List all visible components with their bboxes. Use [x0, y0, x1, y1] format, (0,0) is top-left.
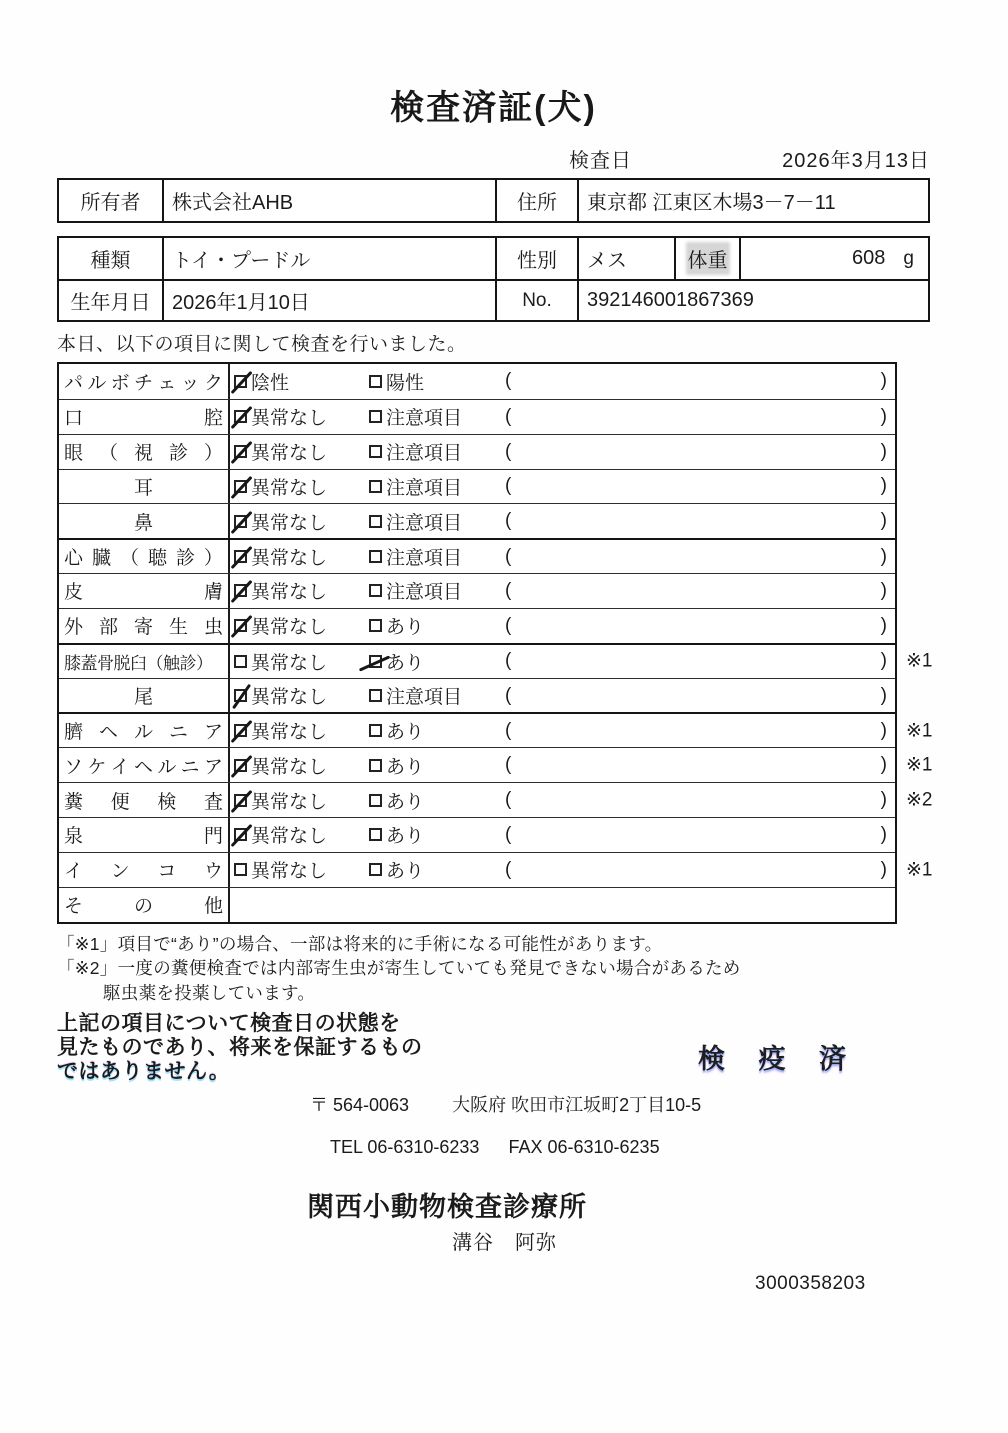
item-label: 膝蓋骨脱臼（触診）: [59, 645, 230, 678]
pet-row-2: [59, 279, 928, 320]
item-label-char: ヘ: [133, 756, 153, 778]
option: [369, 473, 504, 500]
option: [369, 368, 504, 395]
pet-row-1: [59, 238, 928, 279]
footnote-line: 「※1」項目で“あり”の場合、一部は将来的に手術になる可能性があります。: [57, 933, 663, 954]
item-options: [230, 645, 895, 678]
option: [369, 508, 504, 535]
checklist-row: [59, 538, 895, 573]
paren-open: (: [505, 475, 512, 497]
paren-open: (: [505, 650, 512, 672]
option-label: 陰性: [251, 372, 290, 394]
option: [369, 682, 504, 709]
check-mark: [231, 824, 253, 847]
item-label-char: ク: [203, 372, 223, 394]
checklist-row: [59, 712, 933, 747]
item-options: [230, 504, 895, 538]
option-label: あり: [386, 756, 425, 778]
item-options: [230, 364, 895, 399]
breed-label: 種類: [90, 250, 131, 272]
paren-open: (: [505, 719, 512, 741]
number-value: 392146001867369: [577, 281, 928, 320]
item-label-char: 検: [157, 791, 177, 813]
checkbox-checked[interactable]: [234, 550, 247, 563]
pet-table: [57, 236, 930, 322]
paren-close: ): [880, 440, 887, 462]
item-label-char: コ: [157, 861, 177, 883]
option: [234, 438, 369, 465]
item-label-char: 聴: [147, 548, 167, 570]
paren-close: ): [880, 510, 887, 532]
item-options: [230, 853, 895, 887]
option-label: あり: [386, 617, 425, 639]
quarantine-stamp: 検 疫 済: [698, 1044, 860, 1074]
checkbox-checked[interactable]: [234, 794, 247, 807]
checkbox-checked[interactable]: [234, 375, 247, 388]
birthdate-value: 2026年1月10日: [162, 281, 495, 320]
item-label: [59, 609, 230, 643]
item-label: [59, 888, 230, 922]
checklist-row: [59, 399, 895, 434]
checkbox-unchecked[interactable]: [369, 445, 382, 458]
option-label: 異常なし: [251, 791, 328, 813]
checklist-row: [59, 747, 933, 782]
checkbox-unchecked[interactable]: [369, 375, 382, 388]
option: [234, 648, 369, 675]
item-label-char: 臍: [64, 722, 84, 744]
statement-line: 上記の項目について検査日の状態を: [57, 1012, 401, 1036]
item-label-char: 皮: [64, 582, 84, 604]
paren-open: (: [505, 370, 512, 392]
checkbox-checked[interactable]: [234, 480, 247, 493]
clinic-postal: 〒 564-0063: [310, 1095, 410, 1116]
item-label-char: 泉: [64, 826, 84, 848]
item-options: [230, 888, 895, 922]
check-mark: [231, 580, 253, 603]
item-label-char: （: [98, 443, 118, 465]
checkbox-checked[interactable]: [234, 689, 247, 702]
check-mark: [231, 441, 253, 464]
statement-line: 見たものであり、将来を保証するもの: [57, 1036, 423, 1060]
paren-open: (: [505, 545, 512, 567]
option-label: 注意項目: [386, 687, 463, 709]
option: [234, 682, 369, 709]
owner-row: [59, 180, 928, 221]
weight-value-cell: [739, 238, 928, 279]
option-label: 異常なし: [251, 617, 328, 639]
option: [369, 438, 504, 465]
check-mark: [231, 371, 253, 394]
option-label: 陽性: [386, 372, 425, 394]
item-label: [59, 364, 230, 399]
item-options: [230, 400, 895, 434]
item-label: [59, 853, 230, 887]
check-mark: [231, 406, 253, 429]
paren-close: ): [880, 858, 887, 880]
checkbox-unchecked[interactable]: [234, 655, 247, 668]
item-label: [59, 435, 230, 469]
item-label-char: ）: [203, 443, 223, 465]
item-label-char: 査: [203, 791, 223, 813]
disclaimer-statement: [57, 1012, 1008, 1084]
paren-close: ): [880, 405, 887, 427]
paren-open: (: [505, 789, 512, 811]
paren-close: ): [880, 684, 887, 706]
option: [234, 543, 369, 570]
checklist-table: [57, 362, 933, 924]
option: [234, 577, 369, 604]
item-label-char: ソ: [64, 756, 84, 778]
item-label-char: 臓: [91, 548, 111, 570]
item-label-char: 寄: [133, 617, 153, 639]
option-label: 異常なし: [251, 826, 328, 848]
serial-number: 3000358203: [755, 1273, 866, 1295]
item-label-char: 他: [203, 896, 223, 918]
option-label: 異常なし: [251, 477, 328, 499]
check-mark: [231, 546, 253, 569]
checkbox-unchecked[interactable]: [369, 550, 382, 563]
option: [369, 856, 504, 883]
option: [234, 717, 369, 744]
checkbox-unchecked[interactable]: [369, 619, 382, 632]
item-label-char: 糞: [64, 791, 84, 813]
checkbox-checked[interactable]: [234, 515, 247, 528]
checkbox-checked[interactable]: [234, 828, 247, 841]
item-label-char: チ: [133, 372, 153, 394]
paren-close: ): [880, 754, 887, 776]
item-label: [59, 783, 230, 817]
option: [234, 508, 369, 535]
option: [369, 612, 504, 639]
weight-unit: g: [903, 247, 914, 269]
option-label: あり: [386, 791, 425, 813]
exam-date-row: [57, 144, 930, 173]
sex-label: 性別: [495, 238, 577, 279]
checkbox-checked[interactable]: [234, 410, 247, 423]
checklist-row: [59, 887, 895, 922]
option-label: 注意項目: [386, 443, 463, 465]
clinic-fax: FAX 06-6310-6235: [508, 1137, 660, 1158]
item-label: 尾: [59, 679, 230, 713]
statement-line: ではありません。: [57, 1060, 231, 1084]
item-options: [230, 818, 895, 852]
footnote-line: 駆虫薬を投薬しています。: [103, 982, 316, 1003]
item-label-char: 心: [64, 548, 84, 570]
option-label: 異常なし: [251, 582, 328, 604]
checkbox-unchecked[interactable]: [369, 724, 382, 737]
checklist-row: [59, 469, 895, 504]
paren-open: (: [505, 579, 512, 601]
item-label-char: 腔: [203, 408, 223, 430]
checkbox-unchecked[interactable]: [369, 410, 382, 423]
checkbox-unchecked[interactable]: [234, 863, 247, 876]
option-label: 異常なし: [251, 443, 328, 465]
paren-close: ): [880, 370, 887, 392]
item-options: [230, 435, 895, 469]
option: [369, 787, 504, 814]
paren-open: (: [505, 754, 512, 776]
footnote-line: 「※2」一度の糞便検査では内部寄生虫が寄生していても発見できない場合があるため: [57, 958, 741, 979]
item-label-char: ケ: [87, 756, 107, 778]
paren-open: (: [505, 858, 512, 880]
checklist-row: [59, 782, 933, 817]
item-label-char: パ: [64, 372, 84, 394]
item-label-char: ル: [87, 372, 107, 394]
item-options: [230, 679, 895, 713]
checklist-row: [59, 503, 895, 538]
item-label-char: イ: [110, 756, 130, 778]
item-label: 鼻: [59, 504, 230, 538]
item-label: [59, 748, 230, 782]
checklist-row: [59, 434, 895, 469]
weight-value: 608: [852, 247, 886, 269]
option-label: 異常なし: [251, 408, 328, 430]
item-label-char: イ: [64, 861, 84, 883]
option-label: 注意項目: [386, 548, 463, 570]
weight-label-text: 体重: [688, 244, 728, 273]
checkbox-unchecked[interactable]: [369, 689, 382, 702]
address-value: 東京都 江東区木場3－7－11: [577, 180, 928, 221]
checkbox-checked[interactable]: [234, 759, 247, 772]
option: [234, 752, 369, 779]
option: [234, 403, 369, 430]
option-label: あり: [386, 861, 425, 883]
option: [369, 543, 504, 570]
item-label-char: ン: [110, 861, 130, 883]
item-label-char: ル: [133, 722, 153, 744]
item-label-char: の: [133, 896, 153, 918]
item-label-char: 診: [168, 443, 188, 465]
note-mark: ※1: [906, 754, 933, 776]
checklist-row: [59, 678, 895, 713]
checkbox-unchecked[interactable]: [369, 828, 382, 841]
item-options: [230, 783, 895, 817]
exam-date-value: 2026年3月13日: [782, 150, 930, 172]
option-label: 注意項目: [386, 408, 463, 430]
checkbox-checked[interactable]: [234, 724, 247, 737]
item-options: [230, 470, 895, 504]
item-label-char: ル: [157, 756, 177, 778]
paren-close: ): [880, 545, 887, 567]
item-label-char: ニ: [180, 756, 200, 778]
item-label-char: ア: [203, 756, 223, 778]
item-label-char: ボ: [110, 372, 130, 394]
check-mark: [231, 615, 253, 638]
paren-close: ): [880, 579, 887, 601]
weight-label: [674, 238, 739, 279]
intro-text: 本日、以下の項目に関して検査を行いました。: [57, 334, 467, 355]
option-label: 異常なし: [251, 548, 328, 570]
checkbox-unchecked[interactable]: [369, 480, 382, 493]
checkbox-checked[interactable]: [234, 445, 247, 458]
option: [369, 403, 504, 430]
checklist-row: [59, 573, 895, 608]
paren-close: ): [880, 823, 887, 845]
item-label-char: 便: [110, 791, 130, 813]
paren-close: ): [880, 650, 887, 672]
paren-open: (: [505, 440, 512, 462]
item-label-char: ニ: [168, 722, 188, 744]
paren-close: ): [880, 789, 887, 811]
paren-close: ): [880, 614, 887, 636]
note-mark: ※1: [906, 650, 933, 672]
item-label-char: ア: [203, 722, 223, 744]
item-options: [230, 714, 895, 747]
check-mark: [231, 476, 253, 499]
option: [234, 821, 369, 848]
option-label: 注意項目: [386, 512, 463, 534]
paren-close: ): [880, 719, 887, 741]
clinic-address: 大阪府 吹田市江坂町2丁目10-5: [452, 1095, 702, 1116]
sex-value: メス: [577, 238, 674, 279]
checklist-row: [59, 608, 895, 643]
item-label-char: 膚: [203, 582, 223, 604]
option-label: 異常なし: [251, 756, 328, 778]
option: [234, 612, 369, 639]
option-label: 注意項目: [386, 582, 463, 604]
checkbox-unchecked[interactable]: [369, 863, 382, 876]
paren-open: (: [505, 510, 512, 532]
item-label: 耳: [59, 470, 230, 504]
item-label-char: ウ: [203, 861, 223, 883]
option-label: 異常なし: [251, 687, 328, 709]
item-label-char: 門: [203, 826, 223, 848]
item-label-char: ッ: [180, 372, 200, 394]
exam-date-label: 検査日: [569, 150, 632, 172]
item-label: [59, 540, 230, 573]
option-label: あり: [386, 652, 425, 674]
option: [369, 648, 504, 675]
option: [369, 821, 504, 848]
item-label-char: ェ: [157, 372, 177, 394]
checkbox-unchecked[interactable]: [369, 584, 382, 597]
item-label-char: 部: [98, 617, 118, 639]
check-mark: [231, 789, 253, 812]
note-mark: ※2: [906, 789, 933, 811]
item-options: [230, 609, 895, 643]
paren-open: (: [505, 614, 512, 636]
option-label: 異常なし: [251, 512, 328, 534]
owner-table: [57, 178, 930, 223]
item-label: [59, 400, 230, 434]
footnotes: [57, 932, 1008, 1006]
checkbox-checked[interactable]: [369, 655, 382, 668]
owner-label: 所有者: [80, 192, 141, 214]
option: [369, 752, 504, 779]
item-label: [59, 714, 230, 747]
item-label-char: 診: [175, 548, 195, 570]
page-title: 検査済証(犬): [390, 89, 597, 127]
option-label: 注意項目: [386, 477, 463, 499]
option: [234, 368, 369, 395]
item-label-char: ）: [203, 548, 223, 570]
option: [234, 473, 369, 500]
note-mark: ※1: [906, 720, 933, 742]
checklist-row: [59, 643, 933, 678]
item-label-char: 外: [64, 617, 84, 639]
option-label: あり: [386, 722, 425, 744]
checklist-row: [59, 817, 895, 852]
option-label: 異常なし: [251, 722, 328, 744]
check-mark: [231, 755, 253, 778]
checklist-row: [59, 852, 933, 887]
item-label: [59, 818, 230, 852]
checkbox-unchecked[interactable]: [369, 794, 382, 807]
clinic-address-line: [310, 1091, 1008, 1117]
item-label-char: 虫: [203, 617, 223, 639]
option: [234, 856, 369, 883]
item-label-char: そ: [64, 896, 84, 918]
breed-value: トイ・プードル: [162, 238, 495, 279]
item-label-char: （: [119, 548, 139, 570]
item-options: [230, 540, 895, 573]
item-label-char: 視: [133, 443, 153, 465]
checklist-row: [59, 364, 895, 399]
number-label: No.: [495, 281, 577, 320]
veterinarian-name: 溝谷 阿弥: [452, 1232, 557, 1255]
option: [234, 787, 369, 814]
item-label: [59, 574, 230, 608]
address-label: 住所: [495, 180, 577, 221]
checkbox-checked[interactable]: [234, 584, 247, 597]
note-mark: ※1: [906, 859, 933, 881]
owner-value: 株式会社AHB: [162, 180, 495, 221]
paren-open: (: [505, 405, 512, 427]
option: [369, 717, 504, 744]
option-label: 異常なし: [251, 652, 328, 674]
checkbox-unchecked[interactable]: [369, 759, 382, 772]
item-label-char: ヘ: [98, 722, 118, 744]
paren-open: (: [505, 823, 512, 845]
clinic-name: 関西小動物検査診療所: [307, 1192, 587, 1223]
option-label: あり: [386, 826, 425, 848]
clinic-phone-line: [330, 1137, 1008, 1158]
item-label-char: 生: [168, 617, 188, 639]
checkbox-checked[interactable]: [234, 619, 247, 632]
clinic-tel: TEL 06-6310-6233: [330, 1137, 480, 1158]
check-mark: [231, 720, 253, 743]
check-mark: [232, 684, 251, 709]
option-label: 異常なし: [251, 861, 328, 883]
checkbox-unchecked[interactable]: [369, 515, 382, 528]
item-label-char: 口: [64, 408, 84, 430]
paren-open: (: [505, 684, 512, 706]
paren-close: ): [880, 475, 887, 497]
option: [369, 577, 504, 604]
item-options: [230, 574, 895, 608]
item-options: [230, 748, 895, 782]
check-mark: [231, 511, 253, 534]
birthdate-label: 生年月日: [70, 292, 151, 314]
item-label-char: 眼: [64, 443, 84, 465]
